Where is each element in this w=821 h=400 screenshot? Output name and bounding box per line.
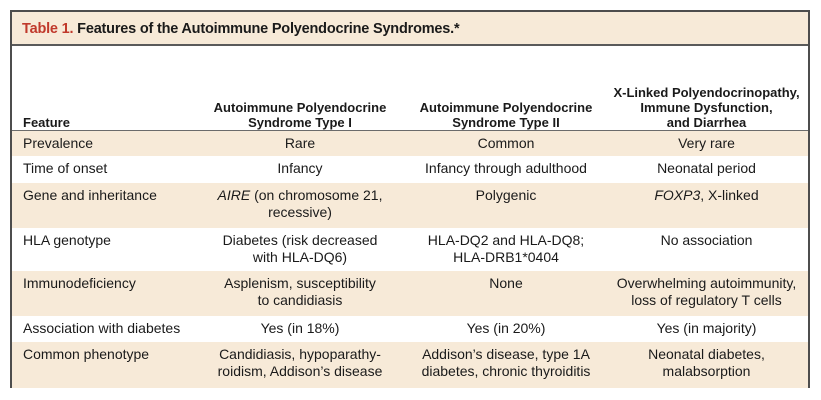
table-caption-bar (12, 12, 808, 46)
cell-ipex: Overwhelming autoimmunity, loss of regulatory T cells (616, 275, 797, 308)
gene-detail: , X-linked (700, 187, 759, 203)
cell-feature: Immunodeficiency (23, 275, 136, 291)
table-row (12, 316, 808, 342)
cell-feature: Association with diabetes (23, 320, 181, 336)
cell-aps-2: Yes (in 20%) (466, 320, 546, 336)
cell-aps-2: Polygenic (475, 187, 537, 203)
cell-ipex (605, 187, 808, 204)
table-caption (22, 21, 459, 37)
header-feature: Feature (23, 115, 70, 130)
cell-aps-2: Addison’s disease, type 1A diabetes, chronic thyroiditis (421, 346, 591, 379)
header-row (12, 46, 808, 132)
cell-ipex: Neonatal period (657, 160, 756, 176)
table-row (12, 131, 808, 156)
table-row (12, 342, 808, 388)
table-number: Table 1. (22, 21, 74, 37)
cell-feature: Prevalence (23, 135, 94, 151)
cell-ipex: Neonatal diabetes, malabsorption (648, 346, 765, 379)
cell-feature: HLA genotype (23, 232, 111, 248)
cell-aps-1: Rare (284, 135, 316, 151)
cell-ipex: Yes (in majority) (656, 320, 757, 336)
cell-aps-1: Yes (in 18%) (260, 320, 340, 336)
cell-feature: Common phenotype (23, 346, 150, 362)
table-frame (10, 10, 810, 388)
cell-aps-1: Infancy (277, 160, 323, 176)
header-aps-type-2: Autoimmune Polyendocrine Syndrome Type II (419, 100, 593, 130)
table-row (12, 183, 808, 228)
cell-aps-1: Asplenism, susceptibility to candidiasis (224, 275, 376, 308)
table-row (12, 228, 808, 271)
cell-feature: Time of onset (23, 160, 108, 176)
header-ipex: X-Linked Polyendocrinopathy, Immune Dysfunction, and Diarrhea (613, 85, 800, 130)
cell-aps-1 (202, 187, 398, 221)
cell-aps-1: Candidiasis, hypoparathy- roidism, Addison’s disease (217, 346, 383, 379)
cell-ipex: No association (660, 232, 753, 248)
table-row (12, 271, 808, 316)
cell-aps-2: Infancy through adulthood (425, 160, 587, 176)
cell-aps-2: None (489, 275, 523, 291)
cell-ipex: Very rare (678, 135, 735, 151)
cell-aps-2: Common (477, 135, 535, 151)
table-row (12, 156, 808, 183)
gene-name: AIRE (217, 187, 251, 203)
cell-aps-1: Diabetes (risk decreased with HLA-DQ6) (222, 232, 378, 265)
header-aps-type-1: Autoimmune Polyendocrine Syndrome Type I (213, 100, 387, 130)
cell-aps-2: HLA-DQ2 and HLA-DQ8; HLA-DRB1*0404 (427, 232, 585, 265)
cell-feature: Gene and inheritance (23, 187, 157, 203)
gene-name: FOXP3 (654, 187, 701, 203)
table-title: Features of the Autoimmune Polyendocrine Syndromes.* (77, 21, 460, 37)
gene-detail: (on chromosome 21, recessive) (254, 187, 383, 220)
